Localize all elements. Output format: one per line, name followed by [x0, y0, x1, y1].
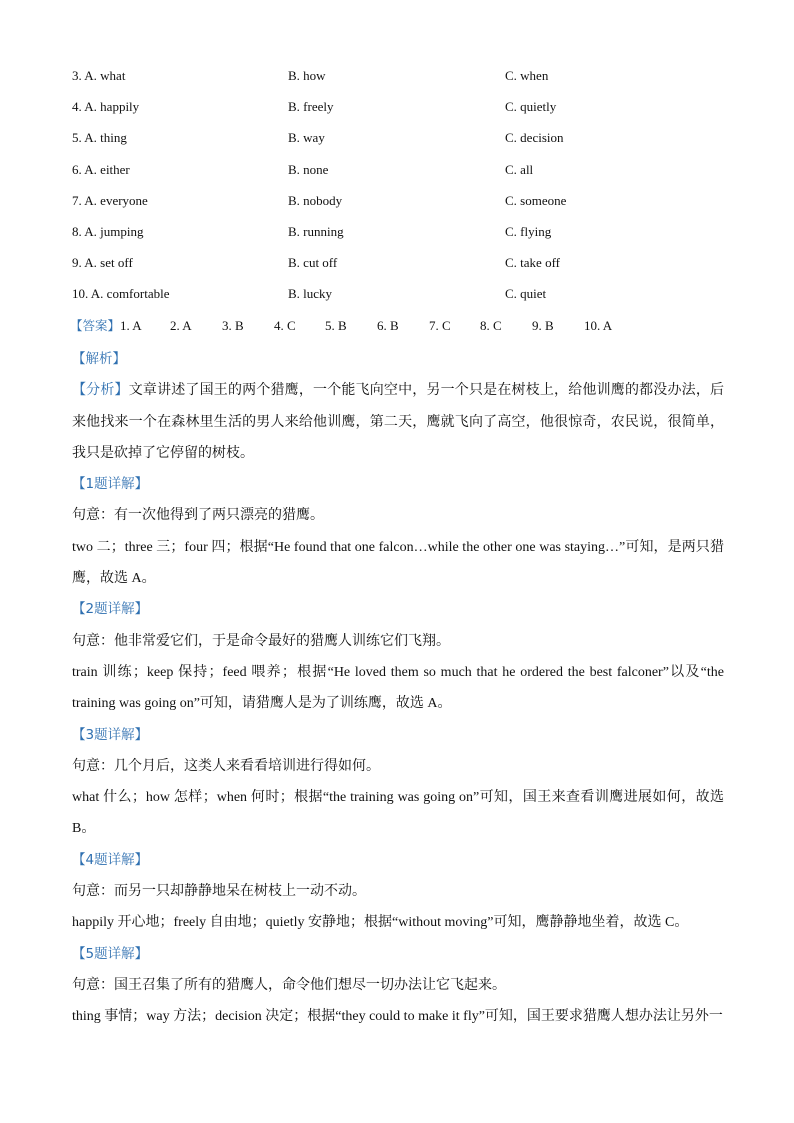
- detail-explain: happily 开心地；freely 自由地；quietly 安静地；根据“without moving”可知，鹰静静地坐着，故选 C。: [72, 915, 689, 931]
- detail-heading: 【5题详解】: [72, 945, 149, 962]
- option-row: [72, 97, 732, 128]
- detail-heading: 【2题详解】: [72, 601, 149, 618]
- detail-explain: train 训练；keep 保持；feed 喂养；根据“He loved them so much that he ordered the best falconer”以及“the training was going on”可知，请猎鹰人是为了训练鹰，故选 A。: [72, 664, 724, 712]
- option-a: 5. A. thing: [72, 130, 127, 146]
- option-b: B. none: [288, 161, 329, 177]
- option-a: 10. A. comfortable: [72, 286, 170, 302]
- summary-tag: 【分析】: [72, 382, 129, 399]
- analysis-summary: [72, 375, 724, 469]
- detail-meaning: 句意：而另一只却静静地呆在树枝上一动不动。: [72, 883, 366, 900]
- answer-tag: 【答案】: [70, 318, 121, 333]
- option-b: B. lucky: [288, 286, 333, 302]
- detail-meaning: 句意：国王召集了所有的猎鹰人，命令他们想尽一切办法让它飞起来。: [72, 976, 506, 993]
- option-row: [72, 191, 732, 222]
- answer-item: 8. C: [480, 318, 502, 333]
- detail-meaning: 句意：几个月后，这类人来看看培训进行得如何。: [72, 757, 380, 774]
- option-c: C. someone: [505, 192, 567, 208]
- option-a: 7. A. everyone: [72, 192, 148, 208]
- option-a: 8. A. jumping: [72, 223, 144, 239]
- option-row: [72, 284, 732, 315]
- option-row: [72, 160, 732, 191]
- detail-explain: thing 事情；way 方法；decision 决定；根据“they could to make it fly”可知，国王要求猎鹰人想办法让另外一: [72, 1009, 723, 1025]
- answer-item: 2. A: [170, 318, 192, 333]
- option-a: 3. A. what: [72, 68, 126, 83]
- option-b: B. nobody: [288, 192, 343, 208]
- analysis-tag: 【解析】: [72, 351, 126, 367]
- answer-item: 1. A: [120, 318, 142, 333]
- option-c: C. quietly: [505, 99, 557, 115]
- answer-item: 3. B: [222, 318, 244, 333]
- option-row: [72, 222, 732, 253]
- answer-item: 7. C: [429, 318, 451, 333]
- option-c: C. when: [505, 68, 549, 83]
- detail-explain: what 什么；how 怎样；when 何时；根据“the training was going on”可知，国王来查看训鹰进展如何，故选 B。: [72, 790, 724, 837]
- answer-item: 4. C: [274, 318, 296, 333]
- summary-text: 文章讲述了国王的两个猎鹰，一个能飞向空中，另一个只是在树枝上，给他训鹰的都没办法，后来他找来一个在森林里生活的男人来给他训鹰，第二天，鹰就飞向了高空，他很惊奇，农民说，很简单，我只是砍掉了它停留的树枝。: [72, 382, 725, 461]
- option-row: [72, 66, 732, 97]
- option-c: C. take off: [505, 255, 560, 271]
- option-b: B. freely: [288, 99, 334, 115]
- option-a: 9. A. set off: [72, 255, 133, 271]
- answer-key: [70, 316, 612, 336]
- option-row: [72, 253, 732, 284]
- detail-meaning: 句意：他非常爱它们，于是命令最好的猎鹰人训练它们飞翔。: [72, 632, 450, 649]
- option-b: B. way: [288, 130, 325, 146]
- answer-item: 5. B: [325, 318, 347, 333]
- option-row: [72, 128, 732, 159]
- answer-item: 9. B: [532, 318, 554, 333]
- detail-heading: 【3题详解】: [72, 726, 149, 743]
- analysis-body: [72, 344, 724, 1033]
- option-list: [72, 66, 732, 316]
- option-c: C. flying: [505, 223, 552, 239]
- option-c: C. decision: [505, 130, 564, 146]
- option-b: B. how: [288, 68, 326, 83]
- option-c: C. quiet: [505, 286, 547, 302]
- option-b: B. running: [288, 223, 344, 239]
- option-a: 4. A. happily: [72, 99, 140, 115]
- answer-item: 6. B: [377, 318, 399, 333]
- option-a: 6. A. either: [72, 161, 130, 177]
- detail-heading: 【1题详解】: [72, 476, 149, 493]
- answer-item: 10. A: [584, 318, 613, 333]
- detail-explain: two 二；three 三；four 四；根据“He found that one falcon…while the other one was staying…”可知，是两只猎鹰，故选 A。: [72, 539, 724, 587]
- detail-meaning: 句意：有一次他得到了两只漂亮的猎鹰。: [72, 507, 324, 524]
- option-c: C. all: [505, 161, 534, 177]
- detail-heading: 【4题详解】: [72, 851, 149, 868]
- option-b: B. cut off: [288, 255, 338, 271]
